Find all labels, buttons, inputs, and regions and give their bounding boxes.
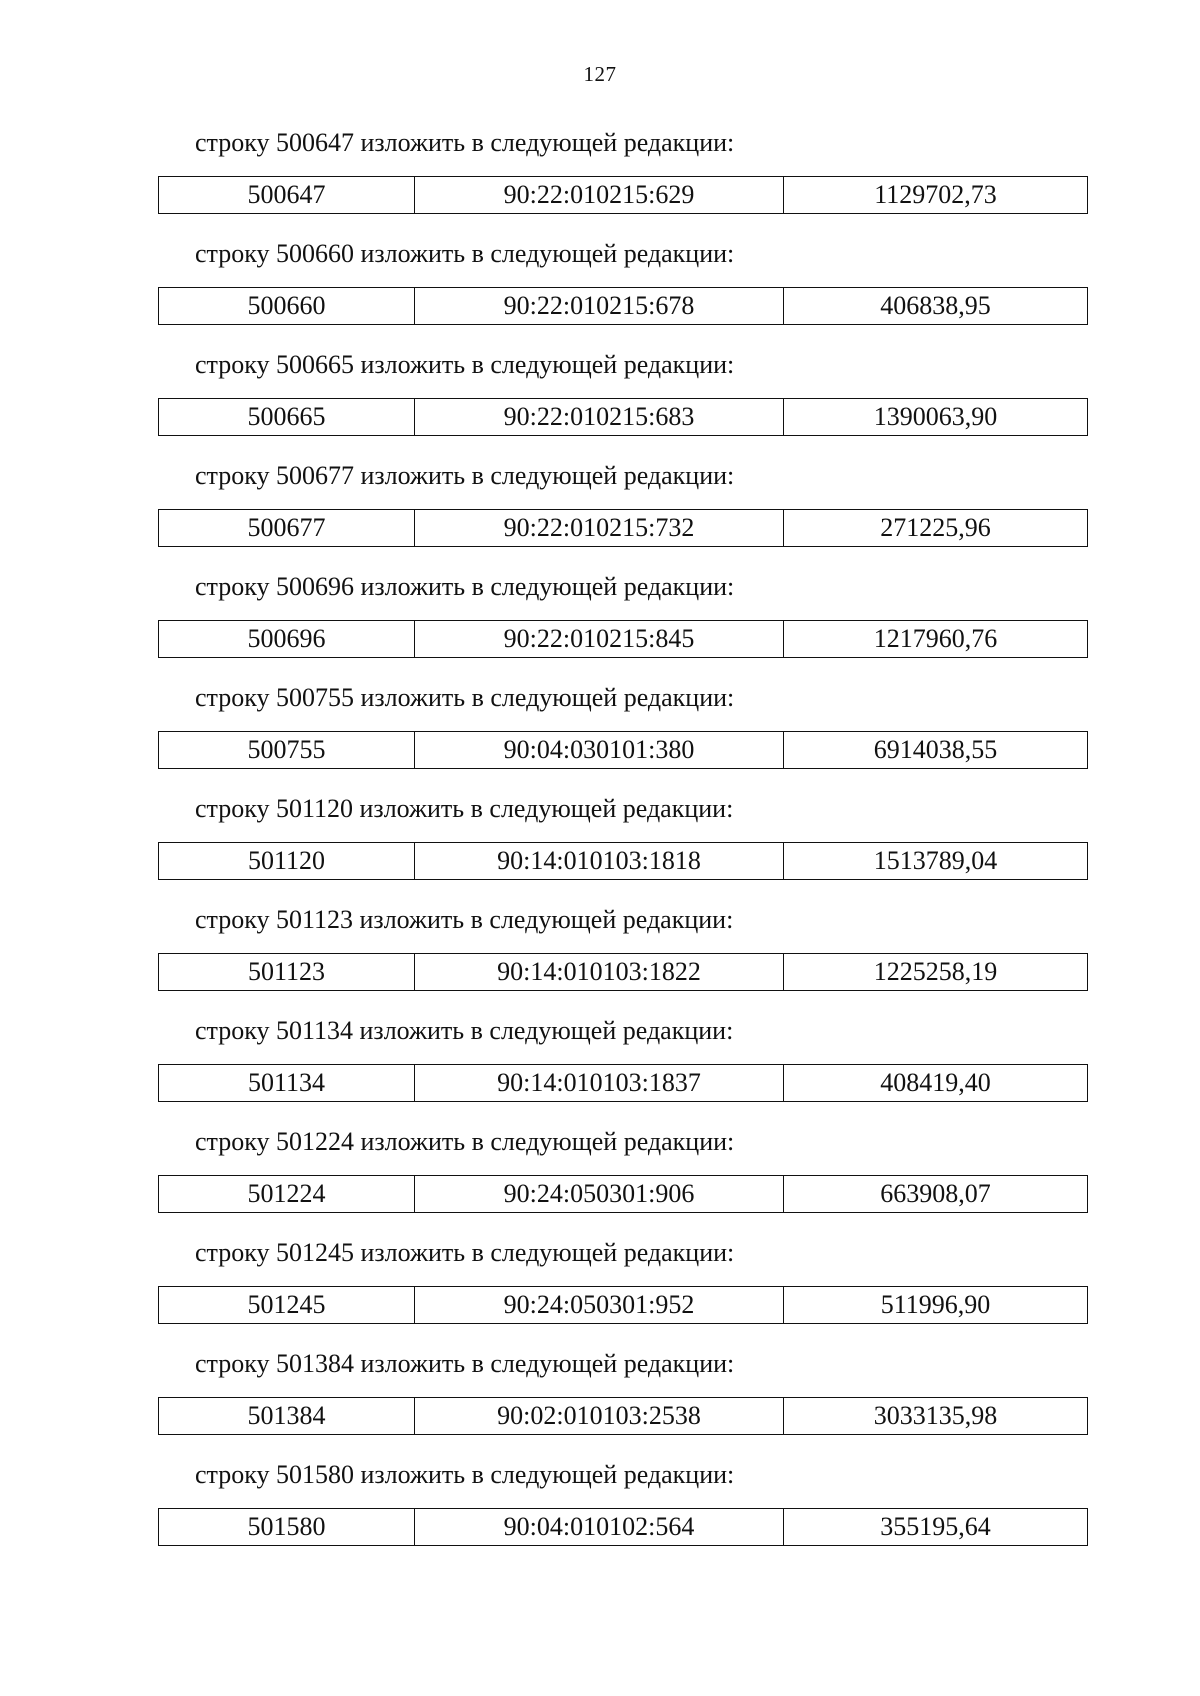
cadastral-number-cell: 90:14:010103:1837 [415, 1065, 784, 1101]
value-cell: 1390063,90 [873, 402, 998, 431]
row-number-cell: 500647 [159, 177, 415, 213]
value-cell: 355195,64 [880, 1512, 991, 1541]
table-row [158, 953, 1088, 991]
table-row [158, 842, 1088, 880]
amendment-instruction: строку 501384 изложить в следующей редакции: [195, 1349, 735, 1378]
row-number-cell: 500660 [159, 288, 415, 324]
cadastral-number-cell: 90:22:010215:629 [415, 177, 784, 213]
cadastral-number-cell: 90:22:010215:845 [415, 621, 784, 657]
amendment-entry [0, 568, 1200, 679]
cadastral-number-cell: 90:22:010215:732 [415, 510, 784, 546]
table-row [158, 1286, 1088, 1324]
amendment-entry [0, 790, 1200, 901]
table-row [158, 398, 1088, 436]
table-row [158, 1397, 1088, 1435]
table-row [158, 509, 1088, 547]
cadastral-number-cell: 90:04:030101:380 [415, 732, 784, 768]
amendment-instruction: строку 501120 изложить в следующей редакции: [195, 794, 734, 823]
value-cell: 1225258,19 [873, 957, 998, 986]
row-number-cell: 501120 [159, 843, 415, 879]
page-number: 127 [583, 62, 617, 86]
cadastral-number-cell: 90:22:010215:678 [415, 288, 784, 324]
value-cell: 511996,90 [880, 1290, 991, 1319]
amendment-instruction: строку 500660 изложить в следующей редакции: [195, 239, 735, 268]
amendment-instruction: строку 500755 изложить в следующей редакции: [195, 683, 735, 712]
value-cell: 408419,40 [880, 1068, 991, 1097]
value-cell: 6914038,55 [873, 735, 998, 764]
cadastral-number-cell: 90:04:010102:564 [415, 1509, 784, 1545]
amendment-instruction: строку 501134 изложить в следующей редакции: [195, 1016, 734, 1045]
amendment-entry [0, 1012, 1200, 1123]
cadastral-number-cell: 90:24:050301:906 [415, 1176, 784, 1212]
table-row [158, 1064, 1088, 1102]
amendment-entry [0, 1123, 1200, 1234]
row-number-cell: 501123 [159, 954, 415, 990]
row-number-cell: 501134 [159, 1065, 415, 1101]
amendment-entry [0, 1456, 1200, 1567]
amendment-instruction: строку 500647 изложить в следующей редакции: [195, 128, 735, 157]
amendment-entry [0, 346, 1200, 457]
amendment-entry [0, 679, 1200, 790]
cadastral-number-cell: 90:02:010103:2538 [415, 1398, 784, 1434]
row-number-cell: 501580 [159, 1509, 415, 1545]
table-row [158, 287, 1088, 325]
value-cell: 1217960,76 [873, 624, 998, 653]
value-cell: 663908,07 [880, 1179, 991, 1208]
table-row [158, 1508, 1088, 1546]
table-row [158, 620, 1088, 658]
amendment-instruction: строку 501224 изложить в следующей редакции: [195, 1127, 735, 1156]
value-cell: 406838,95 [880, 291, 991, 320]
value-cell: 271225,96 [880, 513, 991, 542]
amendment-instruction: строку 501245 изложить в следующей редакции: [195, 1238, 735, 1267]
row-number-cell: 500696 [159, 621, 415, 657]
amendment-entry [0, 901, 1200, 1012]
value-cell: 1513789,04 [873, 846, 998, 875]
amendment-instruction: строку 500665 изложить в следующей редакции: [195, 350, 735, 379]
table-row [158, 731, 1088, 769]
cadastral-number-cell: 90:14:010103:1822 [415, 954, 784, 990]
amendment-entry [0, 1345, 1200, 1456]
row-number-cell: 501384 [159, 1398, 415, 1434]
cadastral-number-cell: 90:24:050301:952 [415, 1287, 784, 1323]
row-number-cell: 501224 [159, 1176, 415, 1212]
amendment-instruction: строку 501580 изложить в следующей редакции: [195, 1460, 735, 1489]
amendment-list [0, 124, 1200, 1567]
cadastral-number-cell: 90:22:010215:683 [415, 399, 784, 435]
table-row [158, 176, 1088, 214]
cadastral-number-cell: 90:14:010103:1818 [415, 843, 784, 879]
row-number-cell: 500665 [159, 399, 415, 435]
row-number-cell: 501245 [159, 1287, 415, 1323]
row-number-cell: 500677 [159, 510, 415, 546]
value-cell: 3033135,98 [873, 1401, 998, 1430]
amendment-entry [0, 1234, 1200, 1345]
amendment-entry [0, 457, 1200, 568]
amendment-instruction: строку 500677 изложить в следующей редакции: [195, 461, 735, 490]
row-number-cell: 500755 [159, 732, 415, 768]
amendment-instruction: строку 501123 изложить в следующей редакции: [195, 905, 734, 934]
table-row [158, 1175, 1088, 1213]
value-cell: 1129702,73 [874, 180, 997, 209]
amendment-entry [0, 235, 1200, 346]
amendment-entry [0, 124, 1200, 235]
amendment-instruction: строку 500696 изложить в следующей редакции: [195, 572, 735, 601]
